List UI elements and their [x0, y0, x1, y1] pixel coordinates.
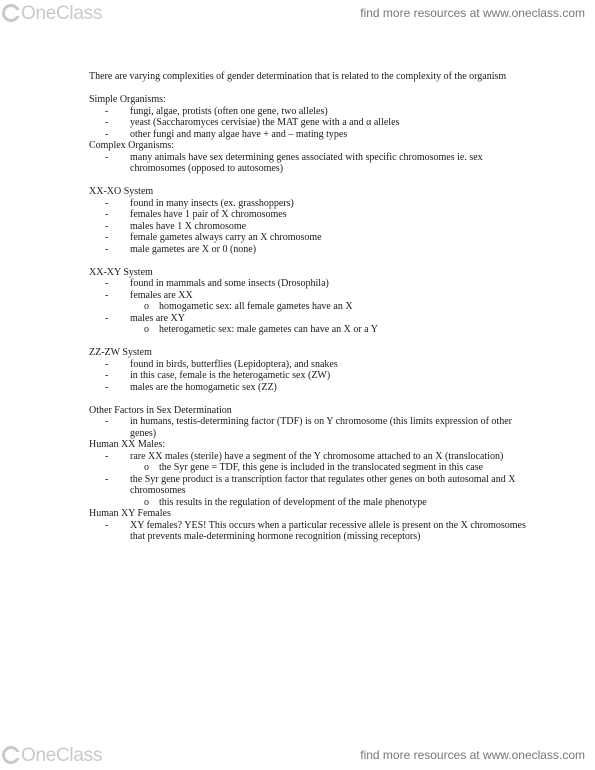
logo-text: OneClass [21, 745, 103, 766]
oneclass-logo[interactable] [2, 744, 102, 768]
sub-list-item: o heterogametic sex: male gametes can have an X or a Y [144, 324, 378, 335]
oneclass-logo[interactable] [2, 2, 102, 26]
oneclass-logo-icon [2, 4, 20, 22]
xx-xy-heading: XX-XY System [89, 266, 153, 278]
list-item: - yeast (Saccharomyces cervisiae) the MAT gene with a and α alleles [105, 117, 400, 128]
list-item: - females have 1 pair of X chromosomes [105, 209, 287, 220]
intro-paragraph: There are varying complexities of gender determination that is related to the complexity of the organism [89, 71, 507, 82]
list-item: - males have 1 X chromosome [105, 220, 247, 232]
page-footer [0, 744, 595, 768]
complex-organisms-heading: Complex Organisms: [89, 140, 175, 151]
list-item: - in this case, female is the heterogametic sex (ZW) [105, 370, 331, 381]
list-item: - the Syr gene product is a transcription factor that regulates other genes on both autosomal and X chromosomes [105, 473, 516, 496]
human-xy-females-heading: Human XY Females [89, 508, 171, 519]
list-item: - found in many insects (ex. grasshoppers) [105, 197, 294, 209]
document-body [89, 71, 529, 543]
list-item: - rare XX males (sterile) have a segment of the Y chromosome attached to an X (translocation) [105, 450, 504, 462]
list-item: - fungi, algae, protists (often one gene, two alleles) [105, 105, 328, 117]
page-header [0, 2, 595, 26]
list-item: - found in birds, butterflies (Lepidoptera), and snakes [105, 358, 338, 370]
list-item: - males are the homogametic sex (ZZ) [105, 381, 277, 393]
resources-link[interactable]: find more resources at www.oneclass.com [360, 6, 585, 20]
sub-list-item: o this results in the regulation of development of the male phenotype [144, 496, 427, 508]
sub-list-item: o homogametic sex: all female gametes have an X [144, 301, 353, 312]
sub-list-item: o the Syr gene = TDF, this gene is included in the translocated segment in this case [144, 462, 484, 473]
list-item: - XY females? YES! This occurs when a particular recessive allele is present on the X chromosomes that prevents male-determining hormone recognition (missing receptors) [105, 519, 526, 542]
resources-link[interactable]: find more resources at www.oneclass.com [360, 748, 585, 762]
list-item: - found in mammals and some insects (Drosophila) [105, 278, 329, 289]
list-item: - males are XY [105, 312, 185, 324]
list-item: - other fungi and many algae have + and – mating types [105, 128, 348, 140]
xx-xo-heading: XX-XO System [89, 186, 154, 197]
zz-zw-heading: ZZ-ZW System [89, 347, 152, 358]
simple-organisms-heading: Simple Organisms: [89, 94, 166, 105]
human-xx-males-heading: Human XX Males: [89, 439, 166, 450]
oneclass-logo-icon [2, 746, 20, 764]
other-factors-heading: Other Factors in Sex Determination [89, 404, 232, 416]
list-item: - females are XX [105, 289, 193, 301]
list-item: - male gametes are X or 0 (none) [105, 243, 257, 255]
list-item: - many animals have sex determining genes associated with specific chromosomes ie. sex chromosomes (opposed to autosomes) [105, 151, 483, 174]
list-item: - female gametes always carry an X chromosome [105, 232, 322, 243]
list-item: - in humans, testis-determining factor (TDF) is on Y chromosome (this limits expression of other genes) [105, 416, 512, 439]
logo-text: OneClass [21, 3, 103, 24]
